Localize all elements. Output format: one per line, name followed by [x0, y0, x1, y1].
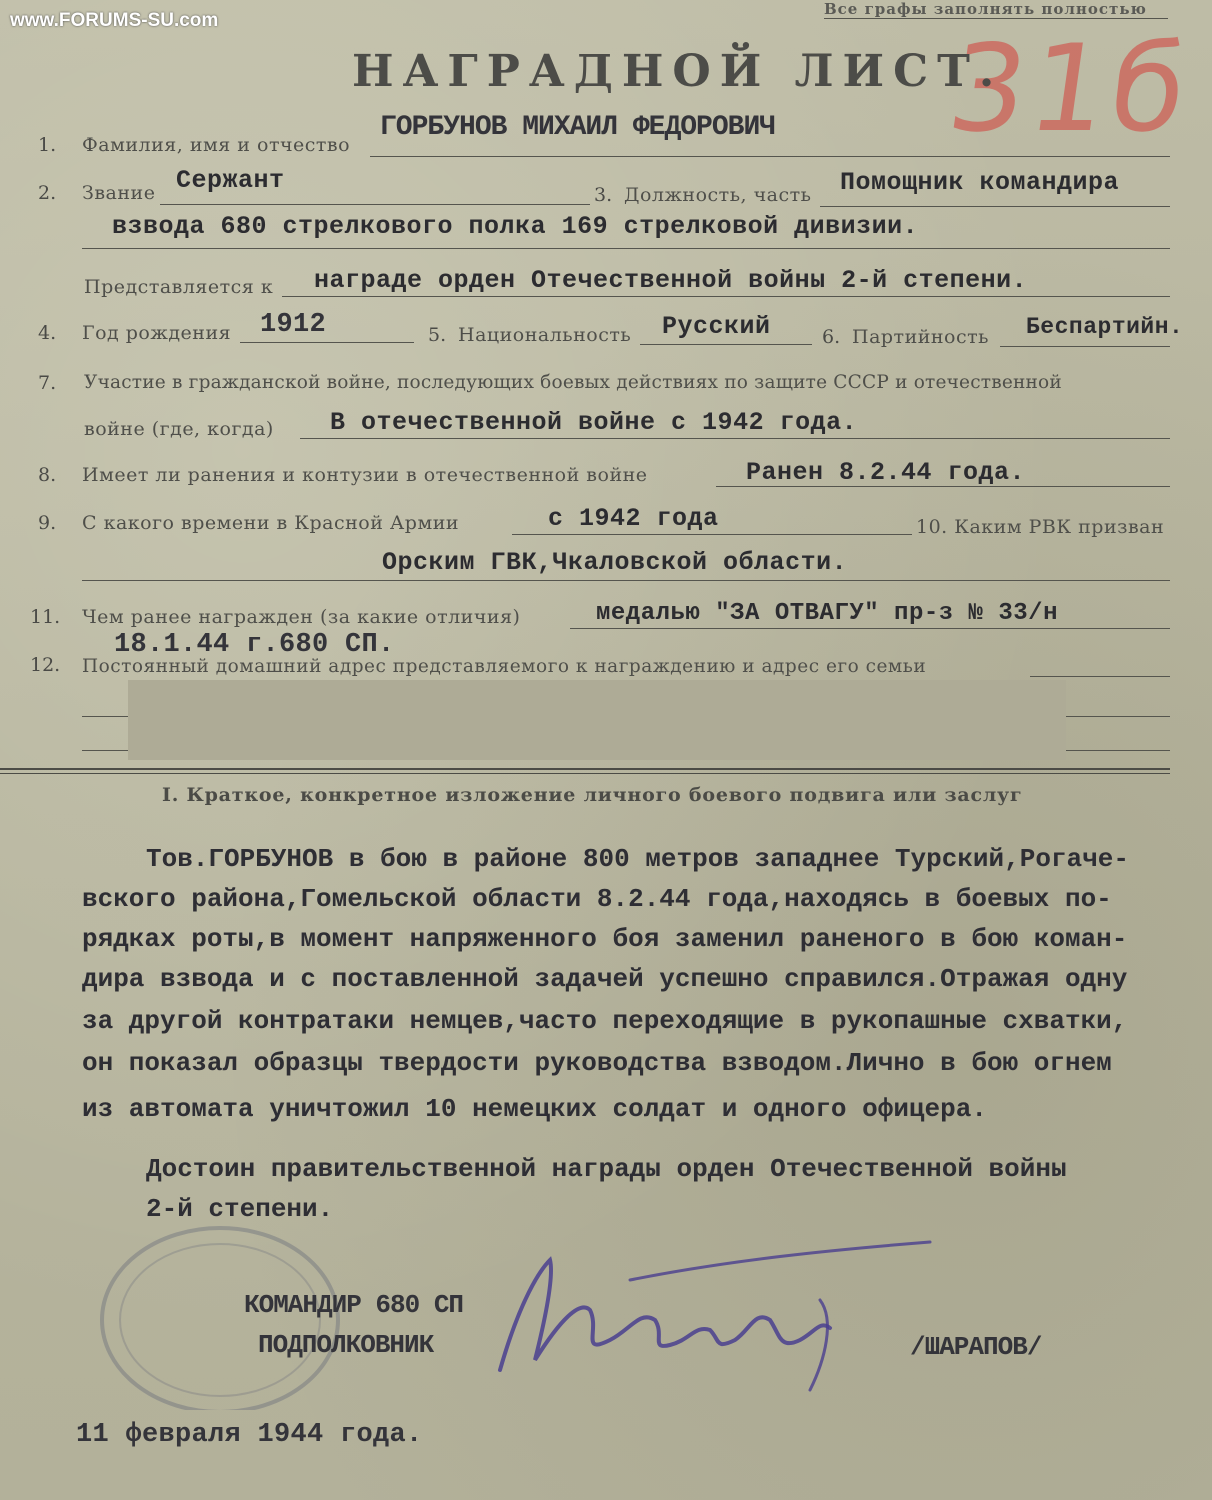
field-6-line [1000, 346, 1170, 347]
field-9-label: С какого времени в Красной Армии [82, 512, 460, 534]
field-4-line [240, 342, 414, 343]
handwritten-signature [480, 1240, 950, 1400]
section-divider-2 [0, 773, 1170, 774]
document-date: 11 февраля 1944 года. [76, 1420, 423, 1450]
section-title: I. Краткое, конкретное изложение личного боевого подвига или заслуг [162, 784, 1023, 806]
handwritten-number: 31б [940, 20, 1199, 159]
field-3-number: 3. [594, 184, 613, 206]
signer-name: /ШАРАПОВ/ [910, 1332, 1042, 1362]
field-8-label: Имеет ли ранения и контузии в отечественной войне [82, 464, 648, 486]
field-8-number: 8. [38, 464, 57, 486]
narrative-line-2: вского района,Гомельской области 8.2.44 года,находясь в боевых по- [82, 884, 1112, 914]
field-9-line [512, 534, 912, 535]
field-1-value: ГОРБУНОВ МИХАИЛ ФЕДОРОВИЧ [380, 112, 776, 143]
field-2-number: 2. [38, 182, 57, 204]
conclusion-line-2: 2-й степени. [146, 1194, 334, 1224]
nominated-label: Представляется к [84, 276, 274, 298]
field-5-label: Национальность [458, 324, 632, 346]
field-9-number: 9. [38, 512, 57, 534]
field-3-value: Помощник командира [840, 168, 1120, 197]
field-9-value: с 1942 года [548, 504, 719, 533]
field-2-line [160, 204, 590, 205]
signer-position-1: КОМАНДИР 680 СП [244, 1290, 464, 1320]
narrative-line-7: из автомата уничтожил 10 немецких солдат и одного офицера. [82, 1094, 987, 1124]
field-10-value: Орским ГВК,Чкаловской области. [382, 548, 848, 577]
field-11-value: медалью "ЗА ОТВАГУ" пр-з № 33/н [596, 600, 1058, 627]
field-11-value-cont: 18.1.44 г.680 СП. [114, 630, 395, 660]
watermark: www.FORUMS-SU.com [10, 10, 219, 31]
field-1-line [370, 156, 1170, 157]
field-6-value: Беспартийн. [1026, 314, 1184, 340]
field-3-label: Должность, часть [624, 184, 812, 206]
field-8-line [716, 486, 1170, 487]
narrative-line-4: дира взвода и с поставленной задачей успешно справился.Отражая одну [82, 964, 1128, 994]
field-12-line [1030, 676, 1170, 677]
field-5-line [640, 344, 812, 345]
top-note-underline [824, 18, 1168, 19]
field-12-label: Постоянный домашний адрес представляемого к награждению и адрес его семьи [82, 656, 927, 677]
field-3-line [820, 206, 1170, 207]
field-5-number: 5. [428, 324, 447, 346]
narrative-line-3: рядках роты,в момент напряженного боя заменил раненого в бою коман- [82, 924, 1128, 954]
field-1-number: 1. [38, 134, 57, 156]
field-7-value: В отечественной войне с 1942 года. [330, 408, 858, 437]
field-10-line [82, 580, 1170, 581]
field-4-label: Год рождения [82, 322, 232, 344]
field-2-label: Звание [82, 182, 156, 204]
field-11-number: 11. [30, 606, 61, 628]
field-2-value: Сержант [176, 166, 285, 195]
field-4-value: 1912 [260, 310, 327, 340]
field-4-number: 4. [38, 322, 57, 344]
narrative-line-5: за другой контратаки немцев,часто переходящие в рукопашные схватки, [82, 1006, 1128, 1036]
field-11-label: Чем ранее награжден (за какие отличия) [82, 606, 521, 628]
field-10-label: 10. Каким РВК призван [916, 516, 1165, 538]
nominated-value: награде орден Отечественной войны 2-й степени. [314, 266, 1028, 295]
narrative-line-1: Тов.ГОРБУНОВ в бою в районе 800 метров западнее Турский,Рогаче- [146, 844, 1129, 874]
redacted-address [128, 680, 1066, 760]
field-6-number: 6. [822, 326, 841, 348]
nominated-line [282, 296, 1170, 297]
conclusion-line-1: Достоин правительственной награды орден Отечественной войны [146, 1154, 1067, 1184]
field-7-line [300, 438, 1170, 439]
field-1-label: Фамилия, имя и отчество [82, 134, 351, 156]
field-3-value-cont: взвода 680 стрелкового полка 169 стрелковой дивизии. [112, 212, 919, 241]
field-7-number: 7. [38, 372, 57, 394]
field-8-value: Ранен 8.2.44 года. [746, 458, 1026, 487]
narrative-line-6: он показал образцы твердости руководства взводом.Лично в бою огнем [82, 1048, 1112, 1078]
document-title: НАГРАДНОЙ ЛИСТ. [352, 46, 1004, 97]
top-note: Все графы заполнять полностью [824, 0, 1147, 18]
field-7-label: Участие в гражданской войне, последующих боевых действиях по защите СССР и отечественной [84, 372, 1062, 393]
field-11-line [570, 628, 1170, 629]
section-divider [0, 768, 1170, 770]
field-12-number: 12. [30, 654, 61, 676]
field-3-line-2 [82, 248, 1170, 249]
signer-position-2: ПОДПОЛКОВНИК [258, 1330, 434, 1360]
field-6-label: Партийность [852, 326, 989, 348]
field-7-label-cont: войне (где, когда) [84, 418, 274, 440]
field-5-value: Русский [662, 312, 771, 341]
